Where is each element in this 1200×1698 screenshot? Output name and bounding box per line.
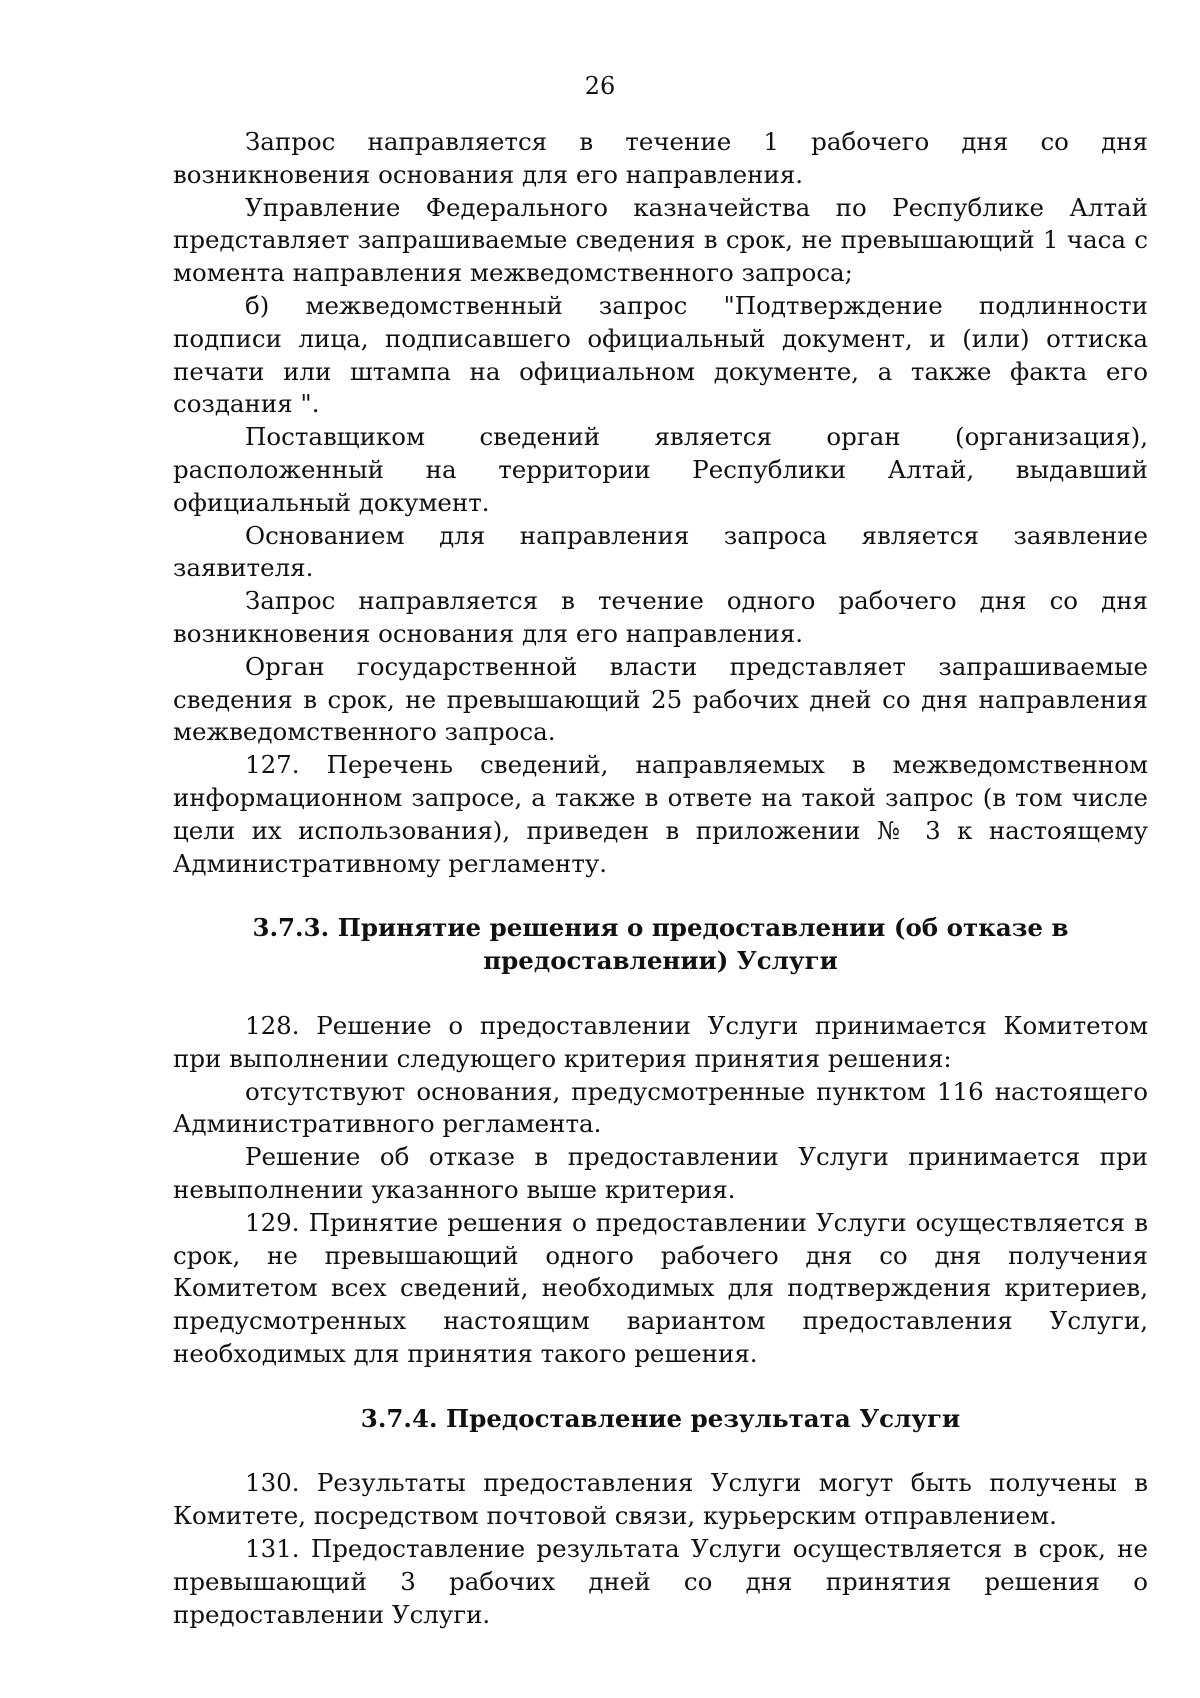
section-heading-3-7-3: 3.7.3. Принятие решения о предоставлении (об отказе в предоставлении) Услуги bbox=[252, 913, 1069, 976]
paragraph: 129. Принятие решения о предоставлении Услуги осуществляется в срок, не превышающий одного рабочего дня со дня получения Комитетом всех сведений, необходимых для подтверждения критериев, предусмотренных настоящим вариантом предоставления Услуги, необходимых для принятия такого решения. bbox=[173, 1207, 1148, 1368]
page-number: 26 bbox=[584, 72, 616, 100]
paragraph: Орган государственной власти представляет запрашиваемые сведения в срок, не превышающий 25 рабочих дней со дня направления межведомственного запроса. bbox=[173, 651, 1148, 747]
paragraph: б) межведомственный запрос "Подтверждение подлинности подписи лица, подписавшего официальный документ, и (или) оттиска печати или штампа на официальном документе, а также факта его создания ". bbox=[173, 290, 1148, 419]
paragraph: Запрос направляется в течение одного рабочего дня со дня возникновения основания для его направления. bbox=[173, 586, 1148, 648]
section-heading-3-7-4: 3.7.4. Предоставление результата Услуги bbox=[360, 1403, 961, 1433]
paragraph: Поставщиком сведений является орган (организация), расположенный на территории Республики Алтай, выдавший официальный документ. bbox=[173, 422, 1148, 517]
paragraph: отсутствуют основания, предусмотренные пунктом 116 настоящего Административного регламента. bbox=[173, 1076, 1148, 1139]
paragraph: Решение об отказе в предоставлении Услуги принимается при невыполнении указанного выше критерия. bbox=[173, 1142, 1148, 1204]
paragraph: 131. Предоставление результата Услуги осуществляется в срок, не превышающий 3 рабочих дней со дня принятия решения о предоставлении Услуги. bbox=[173, 1534, 1148, 1629]
paragraph: 127. Перечень сведений, направляемых в межведомственном информационном запросе, а также в ответе на такой запрос (в том числе цели их использования), приведен в приложении № 3 к настоящему Административному регламенту. bbox=[173, 750, 1148, 878]
paragraph: Основанием для направления запроса является заявление заявителя. bbox=[173, 520, 1148, 583]
paragraph: 128. Решение о предоставлении Услуги принимается Комитетом при выполнении следующего критерия принятия решения: bbox=[173, 1010, 1148, 1073]
document-body bbox=[173, 126, 1148, 1631]
paragraph: Управление Федерального казначейства по Республике Алтай представляет запрашиваемые сведения в срок, не превышающий 1 часа с момента направления межведомственного запроса; bbox=[173, 192, 1148, 288]
paragraph: Запрос направляется в течение 1 рабочего дня со дня возникновения основания для его направления. bbox=[173, 127, 1148, 189]
paragraph: 130. Результаты предоставления Услуги могут быть получены в Комитете, посредством почтовой связи, курьерским отправлением. bbox=[173, 1468, 1148, 1531]
